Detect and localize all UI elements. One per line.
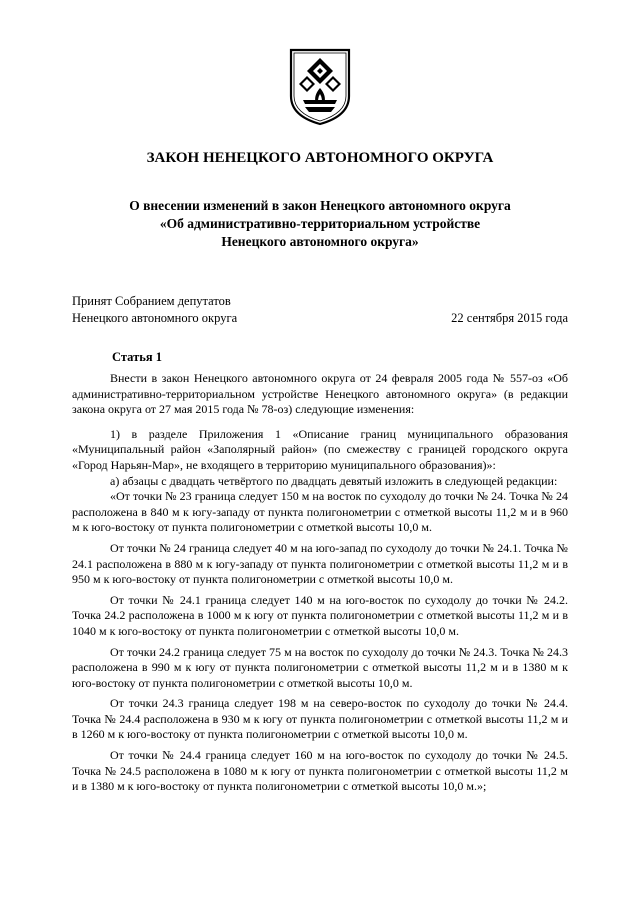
paragraph: а) абзацы с двадцать четвёртого по двадцать девятый изложить в следующей редакции: <box>110 473 558 488</box>
paragraph: «От точки № 23 граница следует 150 м на восток по суходолу до точки № 24. Точка № 24 расположена в 840 м к югу-западу от пункта полигонометрии с отметкой высоты 11,2 м и в 960 м к юго-востоку от пункта полигонометрии с отметкой высоты 10,0 м. <box>72 489 568 535</box>
paragraph: 1) в разделе Приложения 1 «Описание границ муниципального образования «Муниципальный район «Заполярный район» (по смежеству с границей городского округа «Город Нарьян-Мар», не входящего в территорию муниципального образования)»: <box>72 426 568 472</box>
subtitle-line: «Об административно-территориальном устройстве <box>159 216 481 231</box>
law-title: ЗАКОН НЕНЕЦКОГО АВТОНОМНОГО ОКРУГА <box>146 150 494 166</box>
paragraph: От точки 24.2 граница следует 75 м на восток по суходолу до точки № 24.3. Точка № 24.3 расположена в 990 м к югу от пункта полигонометрии с отметкой высоты 11,2 м и в 1380 м к юго-востоку от пункта полигонометрии с отметкой высоты 10,0 м. <box>72 644 568 690</box>
adopted-by-body: Ненецкого автономного округа <box>72 311 238 325</box>
subtitle-line: Ненецкого автономного округа» <box>221 234 419 249</box>
paragraph: От точки № 24 граница следует 40 м на юго-запад по суходолу до точки № 24.1. Точка № 24.1 расположена в 880 м к югу-западу от пункта полигонометрии с отметкой высоты 11,2 м и в 950 м к юго-востоку от пункта полигонометрии с отметкой высоты 10,0 м. <box>72 540 568 587</box>
paragraph: От точки 24.3 граница следует 198 м на северо-восток по суходолу до точки № 24.4. Точка № 24.4 расположена в 930 м к югу от пункта полигонометрии с отметкой высоты 11,2 м и в 1260 м к юго-востоку от пункта полигонометрии с отметкой высоты 10,0 м. <box>72 696 568 742</box>
adopted-by-line: Принят Собранием депутатов <box>72 294 231 308</box>
article-body <box>72 371 568 795</box>
article-heading: Статья 1 <box>112 350 162 364</box>
subtitle-line: О внесении изменений в закон Ненецкого автономного округа <box>129 198 511 213</box>
law-subtitle <box>72 197 568 251</box>
paragraph: От точки № 24.4 граница следует 160 м на юго-восток по суходолу до точки № 24.5. Точка № 24.5 расположена в 1080 м к югу от пункта полигонометрии с отметкой высоты 11,2 м и в 1380 м к юго-востоку от пункта полигонометрии с отметкой высоты 10,0 м.»; <box>72 748 568 794</box>
adoption-block <box>72 293 568 327</box>
coat-of-arms-icon <box>285 44 355 126</box>
paragraph: От точки № 24.1 граница следует 140 м на юго-восток по суходолу до точки № 24.2. Точка 24.2 расположена в 1000 м к югу от пункта полигонометрии с отметкой высоты 11,2 м и в 1040 м к юго-востоку от пункта полигонометрии с отметкой высоты 10,0 м. <box>72 592 568 638</box>
paragraph: Внести в закон Ненецкого автономного округа от 24 февраля 2005 года № 557-оз «Об административно-территориальном устройстве Ненецкого автономного округа» (в редакции закона округа от 27 мая 2015 года № 78-оз) следующие изменения: <box>72 371 568 417</box>
adoption-date: 22 сентября 2015 года <box>451 311 568 325</box>
